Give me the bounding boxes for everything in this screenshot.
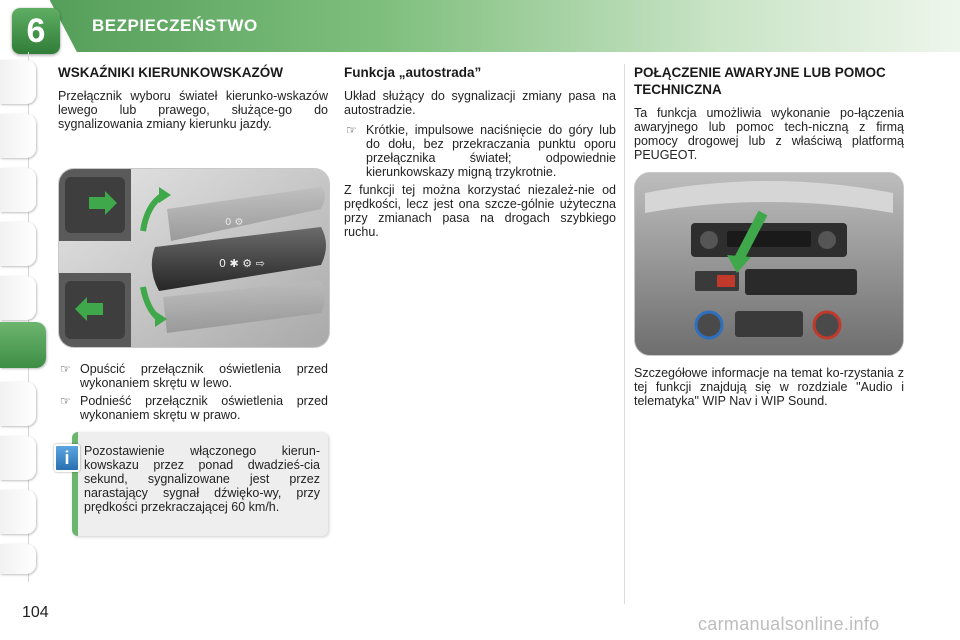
chapter-number-badge[interactable]: 6 xyxy=(12,8,60,54)
info-note-text: Pozostawienie włączonego kierun-kowskazu przez ponad dwadzieś-cia sekund, sygnalizowane jest przez narastający sygnał dźwięko-wy, przy prędkości przekraczającej 60 km/h. xyxy=(84,444,320,514)
pointing-hand-icon: ☞ xyxy=(60,394,71,408)
chapter-tab-6-active[interactable] xyxy=(0,322,46,368)
emergency-call-section xyxy=(634,64,904,168)
info-note-box xyxy=(72,432,328,536)
motorway-function-section xyxy=(344,64,616,245)
list-item xyxy=(58,394,328,422)
section-heading: POŁĄCZENIE AWARYJNE LUB POMOC TECHNICZNA xyxy=(634,65,886,97)
chapter-tab-2[interactable] xyxy=(0,114,36,158)
list-item-text: Krótkie, impulsowe naciśnięcie do góry lub do dołu, bez przekraczania punktu oporu przełącznika świateł; odpowiednie kierunkowskazy migną trzykrotnie. xyxy=(366,123,616,179)
section-paragraph: Szczegółowe informacje na temat ko-rzystania z tej funkcji znajdują się w rozdziale "Audio i telematyka" WIP Nav i WIP Sound. xyxy=(634,366,904,408)
svg-text:0 ✱ ⚙ ⇨: 0 ✱ ⚙ ⇨ xyxy=(219,257,265,270)
chapter-tab-8[interactable] xyxy=(0,436,36,480)
section-paragraph: Z funkcji tej można korzystać niezależ-nie od prędkości, lecz jest ona szcze-gólnie użyteczna przy zmianach pasa na drogach szybkiego ruchu. xyxy=(344,183,616,239)
section-intro: Ta funkcja umożliwia wykonanie po-łączenia awaryjnego lub pomoc tech-niczną z firmą pomocy drogowej lub z właściwą platformą PEUGEOT. xyxy=(634,106,904,162)
list-item-text: Podnieść przełącznik oświetlenia przed wykonaniem skrętu w prawo. xyxy=(80,394,328,422)
chapter-tab-9[interactable] xyxy=(0,490,36,534)
chapter-tab-10[interactable] xyxy=(0,544,36,574)
emergency-call-details xyxy=(634,366,904,414)
watermark: carmanualsonline.info xyxy=(698,614,880,634)
chapter-title: BEZPIECZEŃSTWO xyxy=(92,16,258,35)
dashboard-svg xyxy=(635,173,903,355)
list-item-text: Opuścić przełącznik oświetlenia przed wykonaniem skrętu w lewo. xyxy=(80,362,328,390)
list-item xyxy=(58,362,328,390)
chapter-tab-4[interactable] xyxy=(0,222,36,266)
chapter-tab-7[interactable] xyxy=(0,382,36,426)
chapter-tab-3[interactable] xyxy=(0,168,36,212)
page-number: 104 xyxy=(22,604,49,621)
section-intro: Układ służący do sygnalizacji zmiany pasa na autostradzie. xyxy=(344,89,616,117)
list-item xyxy=(344,123,616,179)
pointing-hand-icon: ☞ xyxy=(346,123,357,137)
section-heading: Funkcja „autostrada” xyxy=(344,65,482,80)
section-intro: Przełącznik wyboru świateł kierunko-wskazów lewego lub prawego, służące-go do sygnalizowania zmiany kierunku jazdy. xyxy=(58,89,328,131)
svg-text:0 ⚙: 0 ⚙ xyxy=(225,217,244,228)
info-icon: i xyxy=(54,444,80,472)
turn-signal-instructions xyxy=(58,362,328,426)
pointing-hand-icon: ☞ xyxy=(60,362,71,376)
chapter-tabs xyxy=(0,60,46,580)
stalk-svg xyxy=(59,169,329,347)
section-heading: WSKAŹNIKI KIERUNKOWSKAZÓW xyxy=(58,65,283,80)
lighting-stalk-illustration xyxy=(58,168,330,348)
turn-signals-section xyxy=(58,64,328,137)
dashboard-photo xyxy=(634,172,904,356)
chapter-tab-5[interactable] xyxy=(0,276,36,320)
chapter-tab-1[interactable] xyxy=(0,60,36,104)
column-divider xyxy=(624,64,625,604)
